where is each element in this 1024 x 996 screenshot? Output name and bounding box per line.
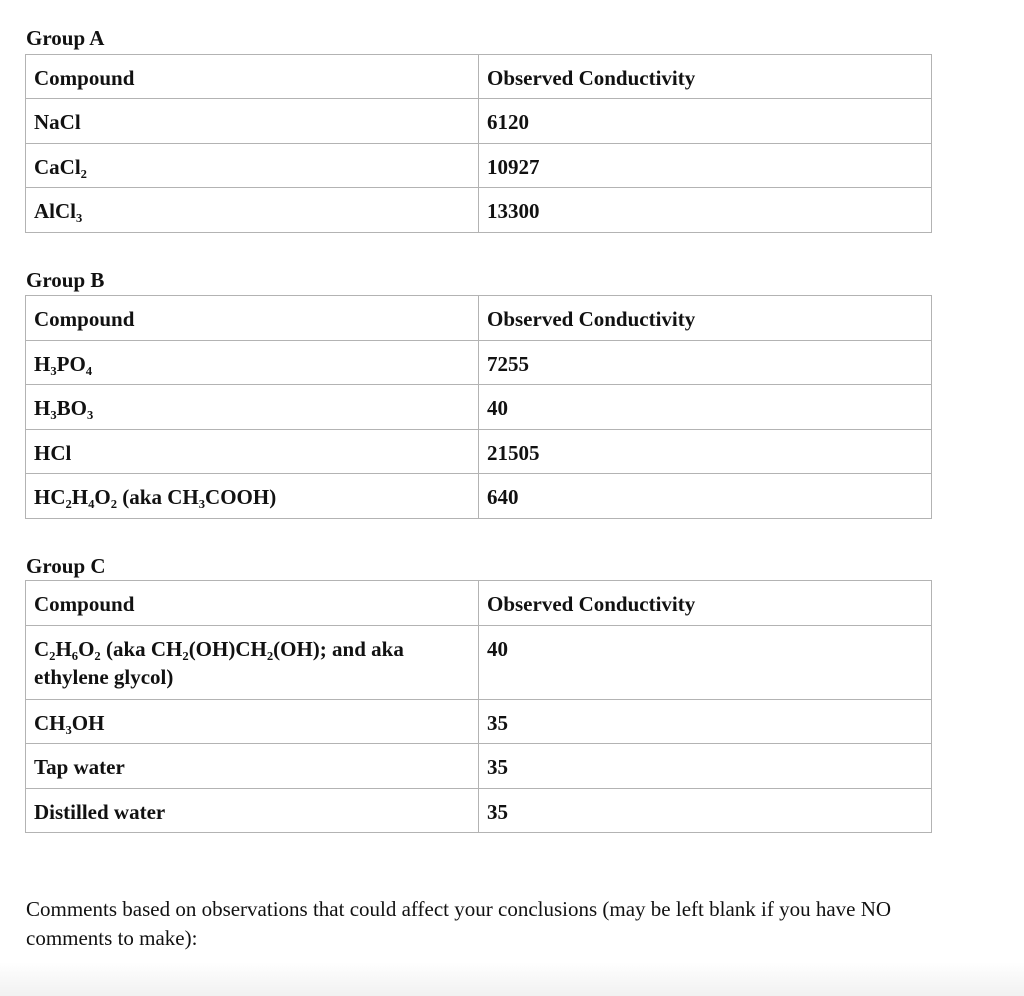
table-row [26, 99, 932, 144]
compound-cell: NaCl [26, 99, 479, 144]
table-header-row [26, 55, 932, 99]
table-header-row [26, 296, 932, 341]
table-row [26, 700, 932, 744]
conductivity-cell: 7255 [479, 341, 932, 385]
compound-cell: AlCl₃ [26, 188, 479, 233]
group-a-table [25, 54, 932, 233]
table-row [26, 626, 932, 700]
group-c-title: Group C [26, 554, 106, 578]
compound-header: Compound [26, 296, 479, 341]
conductivity-cell: 35 [479, 700, 932, 744]
group-a-title: Group A [26, 26, 105, 50]
group-b-table [25, 295, 932, 519]
conductivity-cell: 10927 [479, 144, 932, 188]
conductivity-header: Observed Conductivity [479, 55, 932, 99]
compound-header: Compound [26, 581, 479, 626]
table-row [26, 474, 932, 519]
conductivity-header: Observed Conductivity [479, 296, 932, 341]
conductivity-cell: 35 [479, 744, 932, 789]
compound-cell: HC₂H₄O₂ (aka CH₃COOH) [26, 474, 479, 519]
compound-cell: CaCl₂ [26, 144, 479, 188]
comments-prompt: Comments based on observations that could affect your conclusions (may be left blank if you have NO comments to make): [26, 897, 892, 950]
table-row [26, 144, 932, 188]
table-row [26, 430, 932, 474]
compound-cell: Distilled water [26, 789, 479, 833]
conductivity-cell: 40 [479, 385, 932, 430]
compound-cell: H₃PO₄ [26, 341, 479, 385]
conductivity-cell: 40 [479, 626, 932, 700]
table-header-row [26, 581, 932, 626]
compound-cell: HCl [26, 430, 479, 474]
conductivity-cell: 13300 [479, 188, 932, 233]
table-row [26, 188, 932, 233]
compound-cell: H₃BO₃ [26, 385, 479, 430]
table-row [26, 341, 932, 385]
compound-cell: CH₃OH [26, 700, 479, 744]
table-row [26, 744, 932, 789]
conductivity-header: Observed Conductivity [479, 581, 932, 626]
conductivity-cell: 640 [479, 474, 932, 519]
table-row [26, 385, 932, 430]
compound-cell: Tap water [26, 744, 479, 789]
bottom-fade-divider [0, 962, 1024, 996]
compound-header: Compound [26, 55, 479, 99]
conductivity-cell: 6120 [479, 99, 932, 144]
table-row [26, 789, 932, 833]
conductivity-cell: 21505 [479, 430, 932, 474]
group-c-table [25, 580, 932, 833]
group-b-title: Group B [26, 268, 105, 292]
conductivity-cell: 35 [479, 789, 932, 833]
compound-cell: C₂H₆O₂ (aka CH₂(OH)CH₂(OH); and aka ethylene glycol) [26, 626, 479, 700]
